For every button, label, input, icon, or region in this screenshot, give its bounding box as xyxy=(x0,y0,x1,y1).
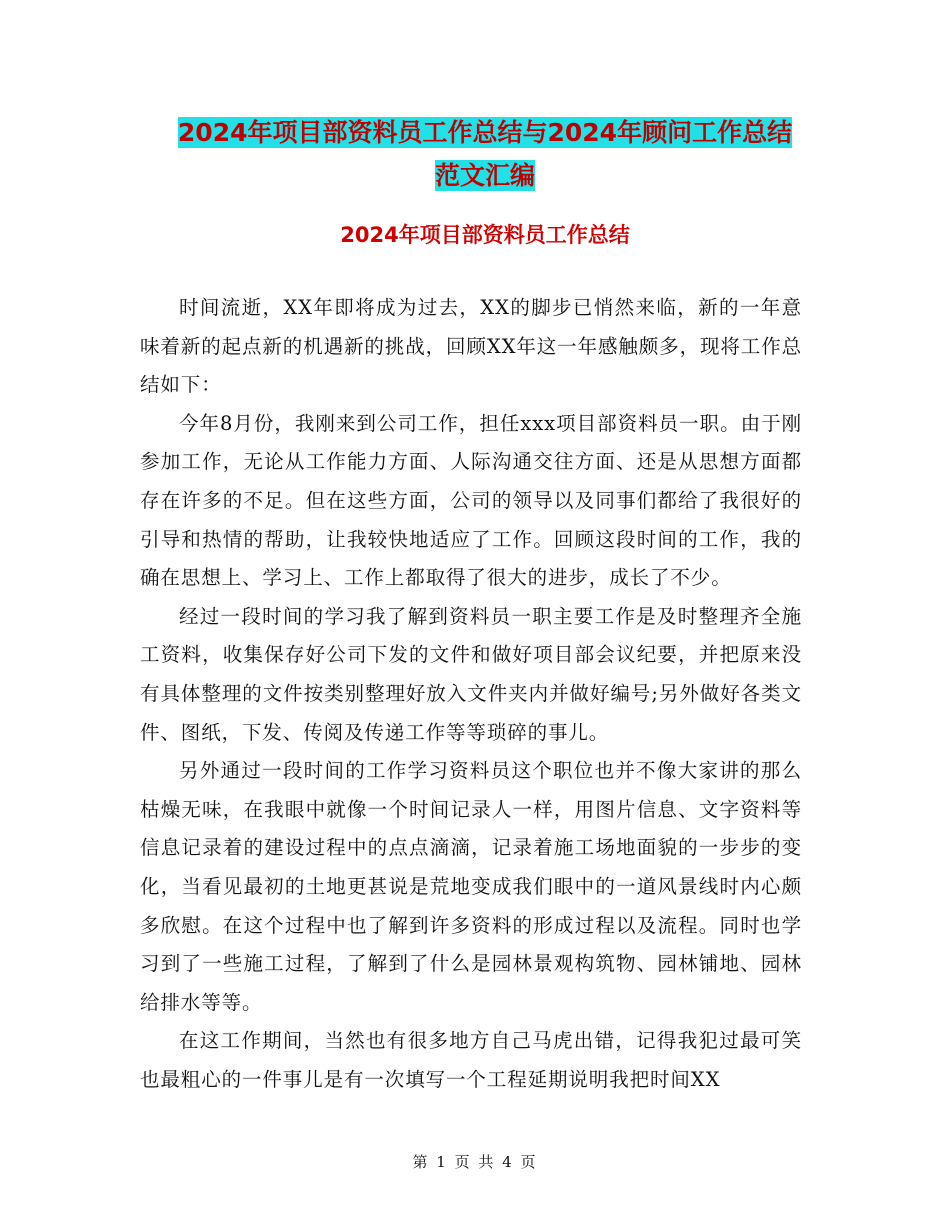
paragraph-3: 经过一段时间的学习我了解到资料员一职主要工作是及时整理齐全施工资料，收集保存好公司下发的文件和做好项目部会议纪要，并把原来没有具体整理的文件按类别整理好放入文件夹内并做好编号;另外做好各类文件、图纸，下发、传阅及传递工作等等琐碎的事儿。 xyxy=(140,604,802,744)
paragraph-1: 时间流逝，XX年即将成为过去，XX的脚步已悄然来临，新的一年意味着新的起点新的机遇新的挑战，回顾XX年这一年感触颇多，现将工作总结如下： xyxy=(140,296,802,397)
document-title-line1: 2024年项目部资料员工作总结与2024年顾问工作总结 xyxy=(177,118,793,147)
paragraph-5: 在这工作期间，当然也有很多地方自己马虎出错，记得我犯过最可笑也最粗心的一件事儿是有一次填写一个工程延期说明我把时间XX xyxy=(140,1029,802,1091)
document-title-line2: 范文汇编 xyxy=(434,161,535,190)
paragraph-4: 另外通过一段时间的工作学习资料员这个职位也并不像大家讲的那么枯燥无味，在我眼中就像一个时间记录人一样，用图片信息、文字资料等信息记录着的建设过程中的点点滴滴，记录着施工场地面貌的一步步的变化，当看见最初的土地更甚说是荒地变成我们眼中的一道风景线时内心颇多欣慰。在这个过程中也了解到许多资料的形成过程以及流程。同时也学习到了一些施工过程，了解到了什么是园林景观构筑物、园林铺地、园林给排水等等。 xyxy=(140,759,802,1014)
section-title: 2024年项目部资料员工作总结 xyxy=(340,223,630,247)
paragraph-2: 今年8月份，我刚来到公司工作，担任xxx项目部资料员一职。由于刚参加工作，无论从工作能力方面、人际沟通交往方面、还是从思想方面都存在许多的不足。但在这些方面，公司的领导以及同事们都给了我很好的引导和热情的帮助，让我较快地适应了工作。回顾这段时间的工作，我的确在思想上、学习上、工作上都取得了很大的进步，成长了不少。 xyxy=(140,411,802,590)
page-number-footer: 第 1 页 共 4 页 xyxy=(412,1153,538,1171)
document-title xyxy=(140,111,830,197)
document-body xyxy=(140,289,802,1099)
